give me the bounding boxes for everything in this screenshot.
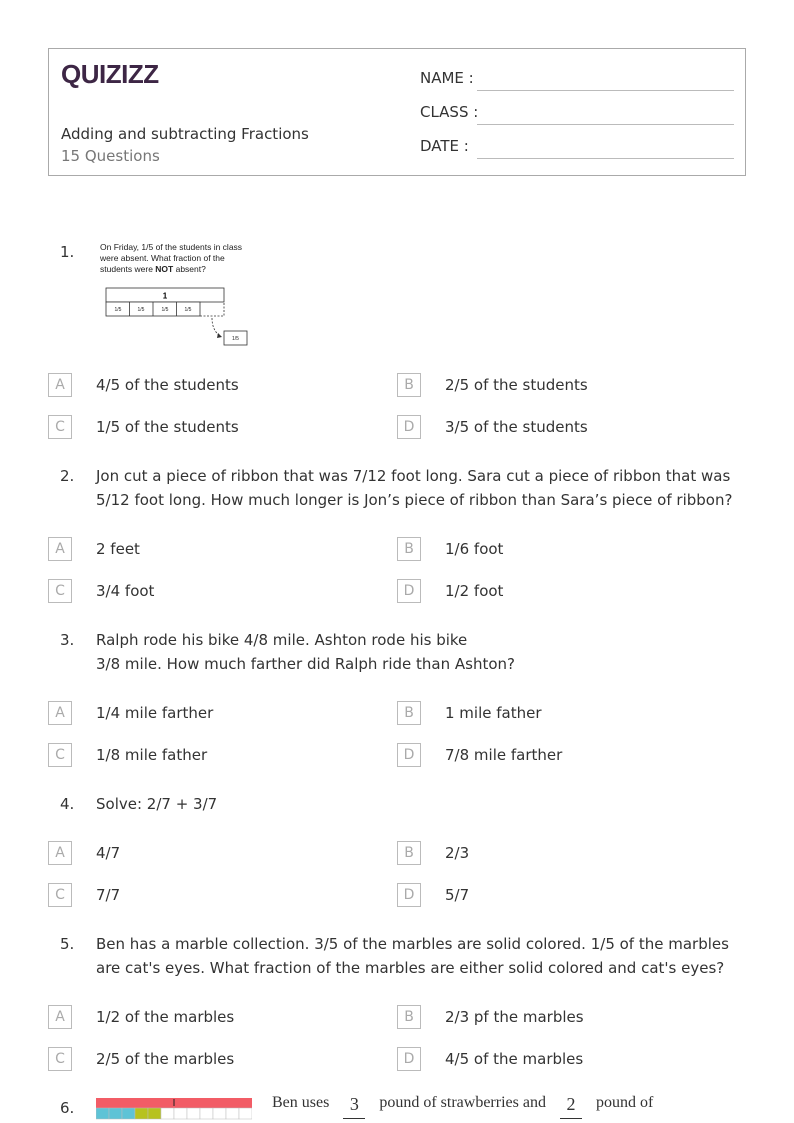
fraction-strip-image (96, 1098, 252, 1123)
question-text-line: 3/8 mile. How much farther did Ralph ride than Ashton? (96, 655, 515, 673)
fraction-numerator: 2 (566, 1094, 576, 1114)
option-text: 4/5 of the marbles (445, 1050, 584, 1068)
name-label: NAME : (420, 69, 474, 87)
whole-label: 1 (162, 291, 168, 301)
caption-text: absent? (173, 264, 206, 274)
option-text: 7/7 (96, 886, 121, 904)
option-letter-box[interactable]: B (397, 841, 421, 865)
option-letter-box[interactable]: C (48, 1047, 72, 1071)
question-number: 2. (60, 467, 75, 485)
option-letter-box[interactable]: D (397, 883, 421, 907)
name-line[interactable] (477, 90, 734, 91)
class-line[interactable] (477, 124, 734, 125)
question-text (96, 628, 746, 676)
option-text: 1/2 of the marbles (96, 1008, 235, 1026)
date-field[interactable] (420, 135, 734, 159)
strip-segment (161, 1108, 174, 1119)
strip-segment (187, 1108, 200, 1119)
option-letter-box[interactable]: B (397, 701, 421, 725)
image-caption-line: On Friday, 1/5 of the students in class (100, 242, 243, 252)
strip-segment (96, 1108, 109, 1119)
class-field[interactable] (420, 101, 734, 125)
question-text-part: pound of (595, 1094, 654, 1111)
option-letter-box[interactable]: C (48, 883, 72, 907)
question-text-part: Ben uses (272, 1094, 330, 1111)
option-text: 3/4 foot (96, 582, 155, 600)
fraction (560, 1094, 582, 1119)
option-text: 1 mile father (445, 704, 542, 722)
option-text: 5/7 (445, 886, 470, 904)
fraction-bar-diagram (100, 278, 250, 348)
option-text: 1/6 foot (445, 540, 504, 558)
question-text: Jon cut a piece of ribbon that was 7/12 foot long. Sara cut a piece of ribbon that was 5/12 foot long. How much longer is Jon’s piece of ribbon than Sara’s piece of ribbon? (96, 467, 733, 509)
strip-segment (122, 1108, 135, 1119)
option-letter-box[interactable]: D (397, 579, 421, 603)
option-text: 2/3 (445, 844, 470, 862)
quizizz-logo: QUIZIZZ (61, 59, 159, 89)
question-number: 1. (60, 243, 75, 261)
option-letter-box[interactable]: A (48, 373, 72, 397)
date-label: DATE : (420, 137, 469, 155)
name-field[interactable] (420, 67, 734, 91)
part-label: 1/5 (137, 307, 145, 313)
option-letter-box[interactable]: C (48, 743, 72, 767)
strip-segment (239, 1108, 252, 1119)
question-count: 15 Questions (61, 147, 160, 165)
option-text: 1/8 mile father (96, 746, 208, 764)
strip-segment (109, 1108, 122, 1119)
fraction (343, 1094, 365, 1119)
class-label: CLASS : (420, 103, 479, 121)
image-caption-line (100, 264, 250, 275)
image-caption-line: were absent. What fraction of the (100, 253, 225, 263)
option-text: 1/4 mile farther (96, 704, 214, 722)
question-text: Ben has a marble collection. 3/5 of the marbles are solid colored. 1/5 of the marbles are cat's eyes. What fraction of the marbles are either solid colored and cat's eyes? (96, 935, 729, 977)
option-letter-box[interactable]: A (48, 537, 72, 561)
option-text: 2 feet (96, 540, 140, 558)
strip-segment (226, 1108, 239, 1119)
strip-segment (200, 1108, 213, 1119)
question-number: 5. (60, 935, 75, 953)
option-letter-box[interactable]: A (48, 841, 72, 865)
option-text: 2/5 of the marbles (96, 1050, 235, 1068)
question-number: 6. (60, 1099, 75, 1117)
arrow-icon (212, 318, 220, 336)
option-letter-box[interactable]: D (397, 1047, 421, 1071)
strip-segment (135, 1108, 148, 1119)
strip-segment (148, 1108, 161, 1119)
option-text: 3/5 of the students (445, 418, 588, 436)
question-number: 3. (60, 631, 75, 649)
part-label: 1/5 (114, 307, 122, 313)
option-text: 2/3 pf the marbles (445, 1008, 584, 1026)
worksheet-header (48, 48, 746, 176)
option-letter-box[interactable]: A (48, 1005, 72, 1029)
question-text: Solve: 2/7 + 3/7 (96, 795, 218, 813)
option-text: 1/2 foot (445, 582, 504, 600)
worksheet-title: Adding and subtracting Fractions (61, 125, 309, 143)
strip-segment (213, 1108, 226, 1119)
date-line[interactable] (477, 158, 734, 159)
caption-text: students were (100, 264, 156, 274)
question-text-line: Ralph rode his bike 4/8 mile. Ashton rode his bike (96, 631, 468, 649)
strip-segment (174, 1108, 187, 1119)
question-text (272, 1094, 653, 1119)
option-letter-box[interactable]: A (48, 701, 72, 725)
option-letter-box[interactable]: B (397, 537, 421, 561)
question-number: 4. (60, 795, 75, 813)
option-text: 2/5 of the students (445, 376, 588, 394)
question-1-image (100, 242, 250, 347)
option-text: 4/7 (96, 844, 121, 862)
caption-bold: NOT (155, 264, 174, 274)
option-text: 7/8 mile farther (445, 746, 563, 764)
part-label: 1/5 (161, 307, 169, 313)
part-label: 1/5 (232, 336, 239, 342)
option-letter-box[interactable]: C (48, 579, 72, 603)
option-letter-box[interactable]: D (397, 415, 421, 439)
fraction-numerator: 3 (349, 1094, 359, 1114)
option-text: 4/5 of the students (96, 376, 239, 394)
option-text: 1/5 of the students (96, 418, 239, 436)
option-letter-box[interactable]: B (397, 373, 421, 397)
part-label: 1/5 (184, 307, 192, 313)
question-text-part: pound of strawberries and (379, 1094, 546, 1111)
option-letter-box[interactable]: B (397, 1005, 421, 1029)
option-letter-box[interactable]: D (397, 743, 421, 767)
option-letter-box[interactable]: C (48, 415, 72, 439)
